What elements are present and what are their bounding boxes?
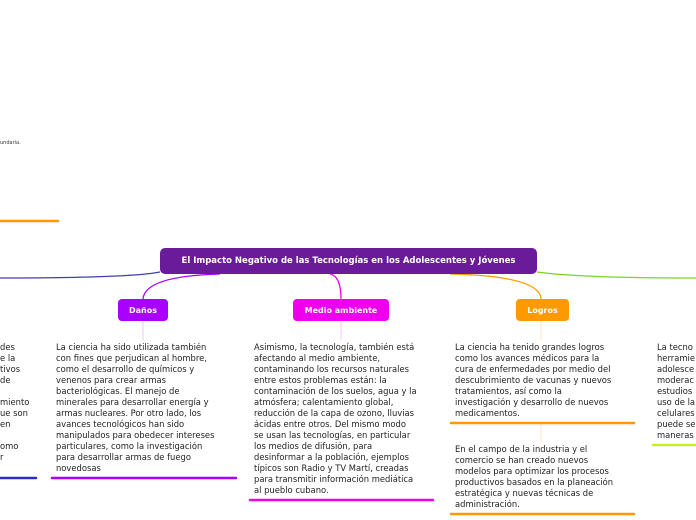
branch-line-right — [537, 272, 696, 278]
central-topic[interactable]: El Impacto Negativo de las Tecnologías en los Adolescentes y Jóvenes — [160, 248, 537, 274]
note-logros-1[interactable]: La ciencia ha tenido grandes logros como los avances médicos para la cura de enfermedades por medio del descubrimiento de vacunas y nuevos tratamientos, así como la investigación y desarrollo de nuevos medicamentos. — [455, 342, 612, 418]
branch-line-medio — [330, 274, 341, 299]
note-left-partial[interactable]: des e la tivos de miento ue son en omo r — [0, 342, 30, 462]
branch-line-left — [0, 272, 160, 278]
node-medio-ambiente[interactable]: Medio ambiente — [293, 299, 389, 321]
branch-line-danos — [143, 274, 220, 299]
branch-line-logros — [450, 274, 541, 299]
node-danos[interactable]: Daños — [118, 299, 168, 321]
note-danos[interactable]: La ciencia ha sido utilizada también con fines que perjudican al hombre, como el desarrollo de químicos y venenos para crear armas bacteriológicas. El manejo de minerales para desarrollar energía y armas nucleares. Por otro lado, los avances tecnológicos han sido manipulados para obedecer intereses particulares, como la investigación para desarrollar armas de fuego novedosas — [56, 342, 215, 473]
note-logros-2[interactable]: En el campo de la industria y el comercio se han creado nuevos modelos para optimizar los procesos productivos basados en la planeación estratégica y nuevas técnicas de administración. — [455, 444, 614, 509]
node-logros[interactable]: Logros — [516, 299, 569, 321]
note-medio-ambiente[interactable]: Asimismo, la tecnología, también está afectando al medio ambiente, contaminando los recursos naturales entre estos problemas están: la contaminación de los suelos, agua y la atmósfera; calentamiento global, reducción de la capa de ozono, lluvias ácidas entre otros. Del mismo modo se usan las tecnologías, en particular los medios de difusión, para desinformar a la población, ejemplos típicos son Radio y TV Martí, creadas para transmitir información mediática al pueblo cubano. — [254, 342, 417, 495]
top-left-fragment: undaria. — [0, 140, 21, 146]
note-right-partial[interactable]: La tecno herramie adolesce moderac estudios uso de la celulares puede se maneras — [657, 342, 696, 440]
